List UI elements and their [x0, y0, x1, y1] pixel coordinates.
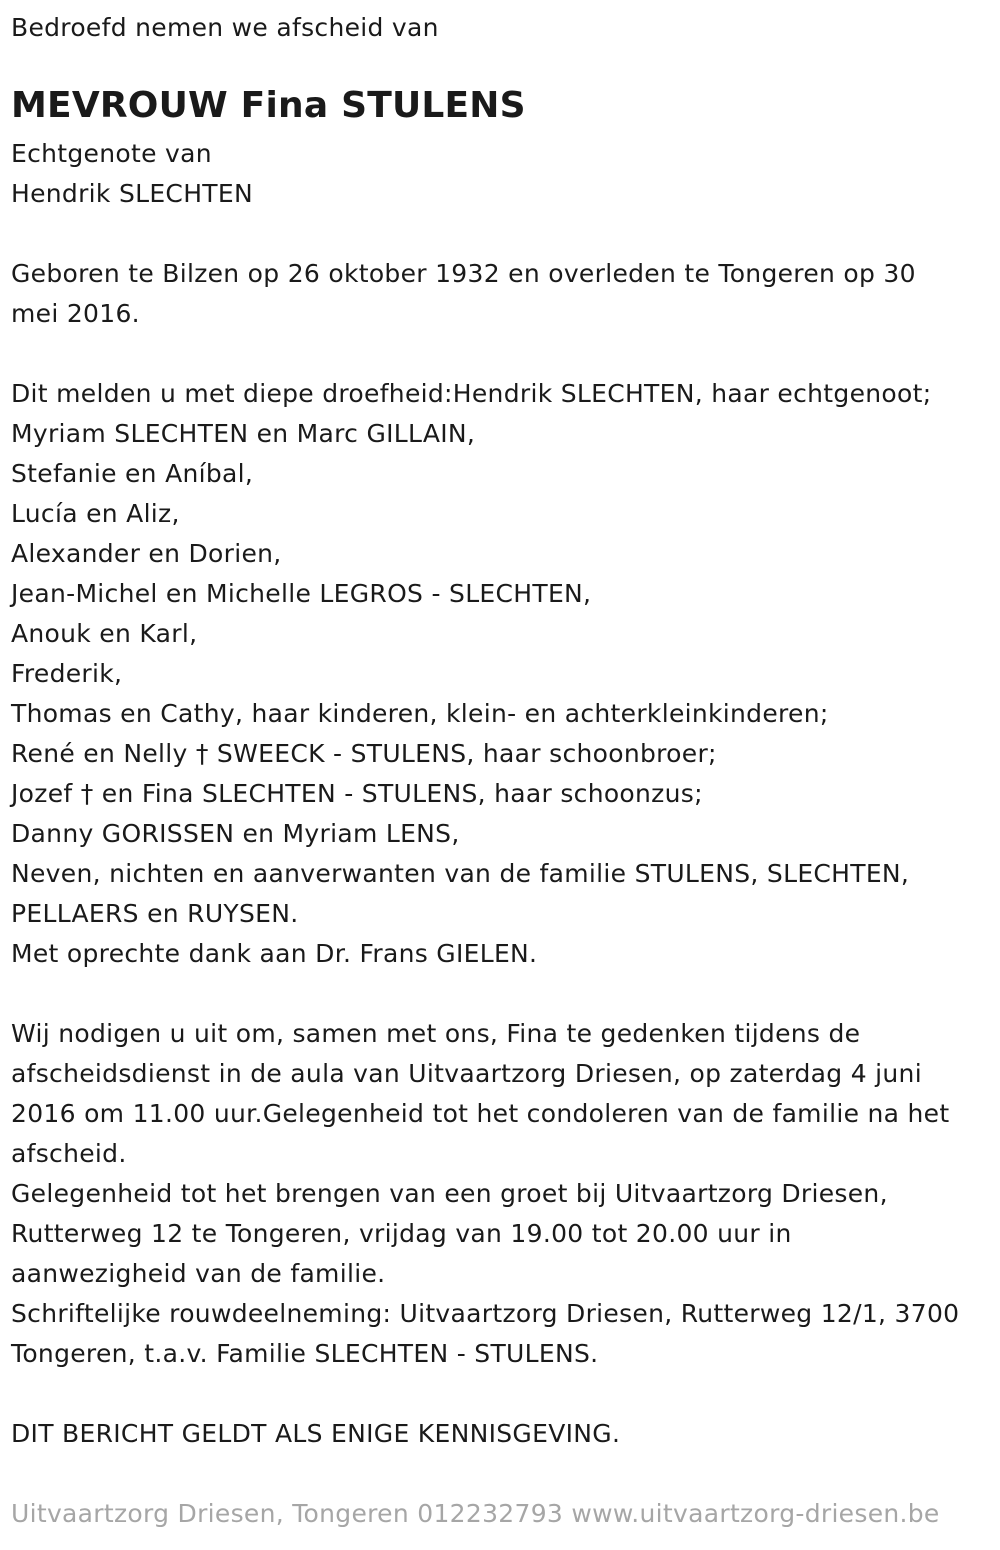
family-line: PELLAERS en RUYSEN. [11, 899, 299, 928]
birth-line: Geboren te Bilzen op 26 oktober 1932 en overleden te Tongeren op 30 [11, 259, 916, 288]
service-line: 2016 om 11.00 uur.Gelegenheid tot het condoleren van de familie na het [11, 1099, 950, 1128]
family-line: Dit melden u met diepe droefheid:Hendrik SLECHTEN, haar echtgenoot; [11, 379, 932, 408]
birth-death-section [11, 254, 996, 334]
family-line: Anouk en Karl, [11, 619, 198, 648]
family-line: Lucía en Aliz, [11, 499, 180, 528]
service-line: afscheid. [11, 1139, 127, 1168]
spouse-section [11, 134, 996, 214]
family-line: Myriam SLECHTEN en Marc GILLAIN, [11, 419, 476, 448]
service-line: Wij nodigen u uit om, samen met ons, Fina te gedenken tijdens de [11, 1019, 861, 1048]
service-line: Schriftelijke rouwdeelneming: Uitvaartzorg Driesen, Rutterweg 12/1, 3700 [11, 1299, 960, 1328]
family-line: Stefanie en Aníbal, [11, 459, 254, 488]
family-line: Neven, nichten en aanverwanten van de familie STULENS, SLECHTEN, [11, 859, 910, 888]
family-line: Frederik, [11, 659, 123, 688]
service-line: Tongeren, t.a.v. Familie SLECHTEN - STULENS. [11, 1339, 599, 1368]
service-line: Rutterweg 12 te Tongeren, vrijdag van 19.00 tot 20.00 uur in [11, 1219, 792, 1248]
family-line: Danny GORISSEN en Myriam LENS, [11, 819, 460, 848]
family-section [11, 374, 996, 974]
service-line: Gelegenheid tot het brengen van een groet bij Uitvaartzorg Driesen, [11, 1179, 888, 1208]
notice-line: DIT BERICHT GELDT ALS ENIGE KENNISGEVING. [11, 1419, 621, 1448]
service-section [11, 1014, 996, 1374]
service-line: aanwezigheid van de familie. [11, 1259, 386, 1288]
spouse-line: Echtgenote van [11, 139, 212, 168]
spouse-line: Hendrik SLECHTEN [11, 179, 253, 208]
family-line: Alexander en Dorien, [11, 539, 282, 568]
family-line: Jean-Michel en Michelle LEGROS - SLECHTEN, [11, 579, 592, 608]
family-line: Jozef † en Fina SLECHTEN - STULENS, haar schoonzus; [11, 779, 703, 808]
service-line: afscheidsdienst in de aula van Uitvaartzorg Driesen, op zaterdag 4 juni [11, 1059, 922, 1088]
intro-text: Bedroefd nemen we afscheid van [11, 13, 439, 42]
family-line: Thomas en Cathy, haar kinderen, klein- en achterkleinkinderen; [11, 699, 829, 728]
funeral-home-footer: Uitvaartzorg Driesen, Tongeren 012232793 www.uitvaartzorg-driesen.be [11, 1499, 940, 1528]
family-line: René en Nelly † SWEECK - STULENS, haar schoonbroer; [11, 739, 717, 768]
deceased-name: MEVROUW Fina STULENS [11, 85, 526, 126]
birth-line: mei 2016. [11, 299, 140, 328]
family-line: Met oprechte dank aan Dr. Frans GIELEN. [11, 939, 538, 968]
